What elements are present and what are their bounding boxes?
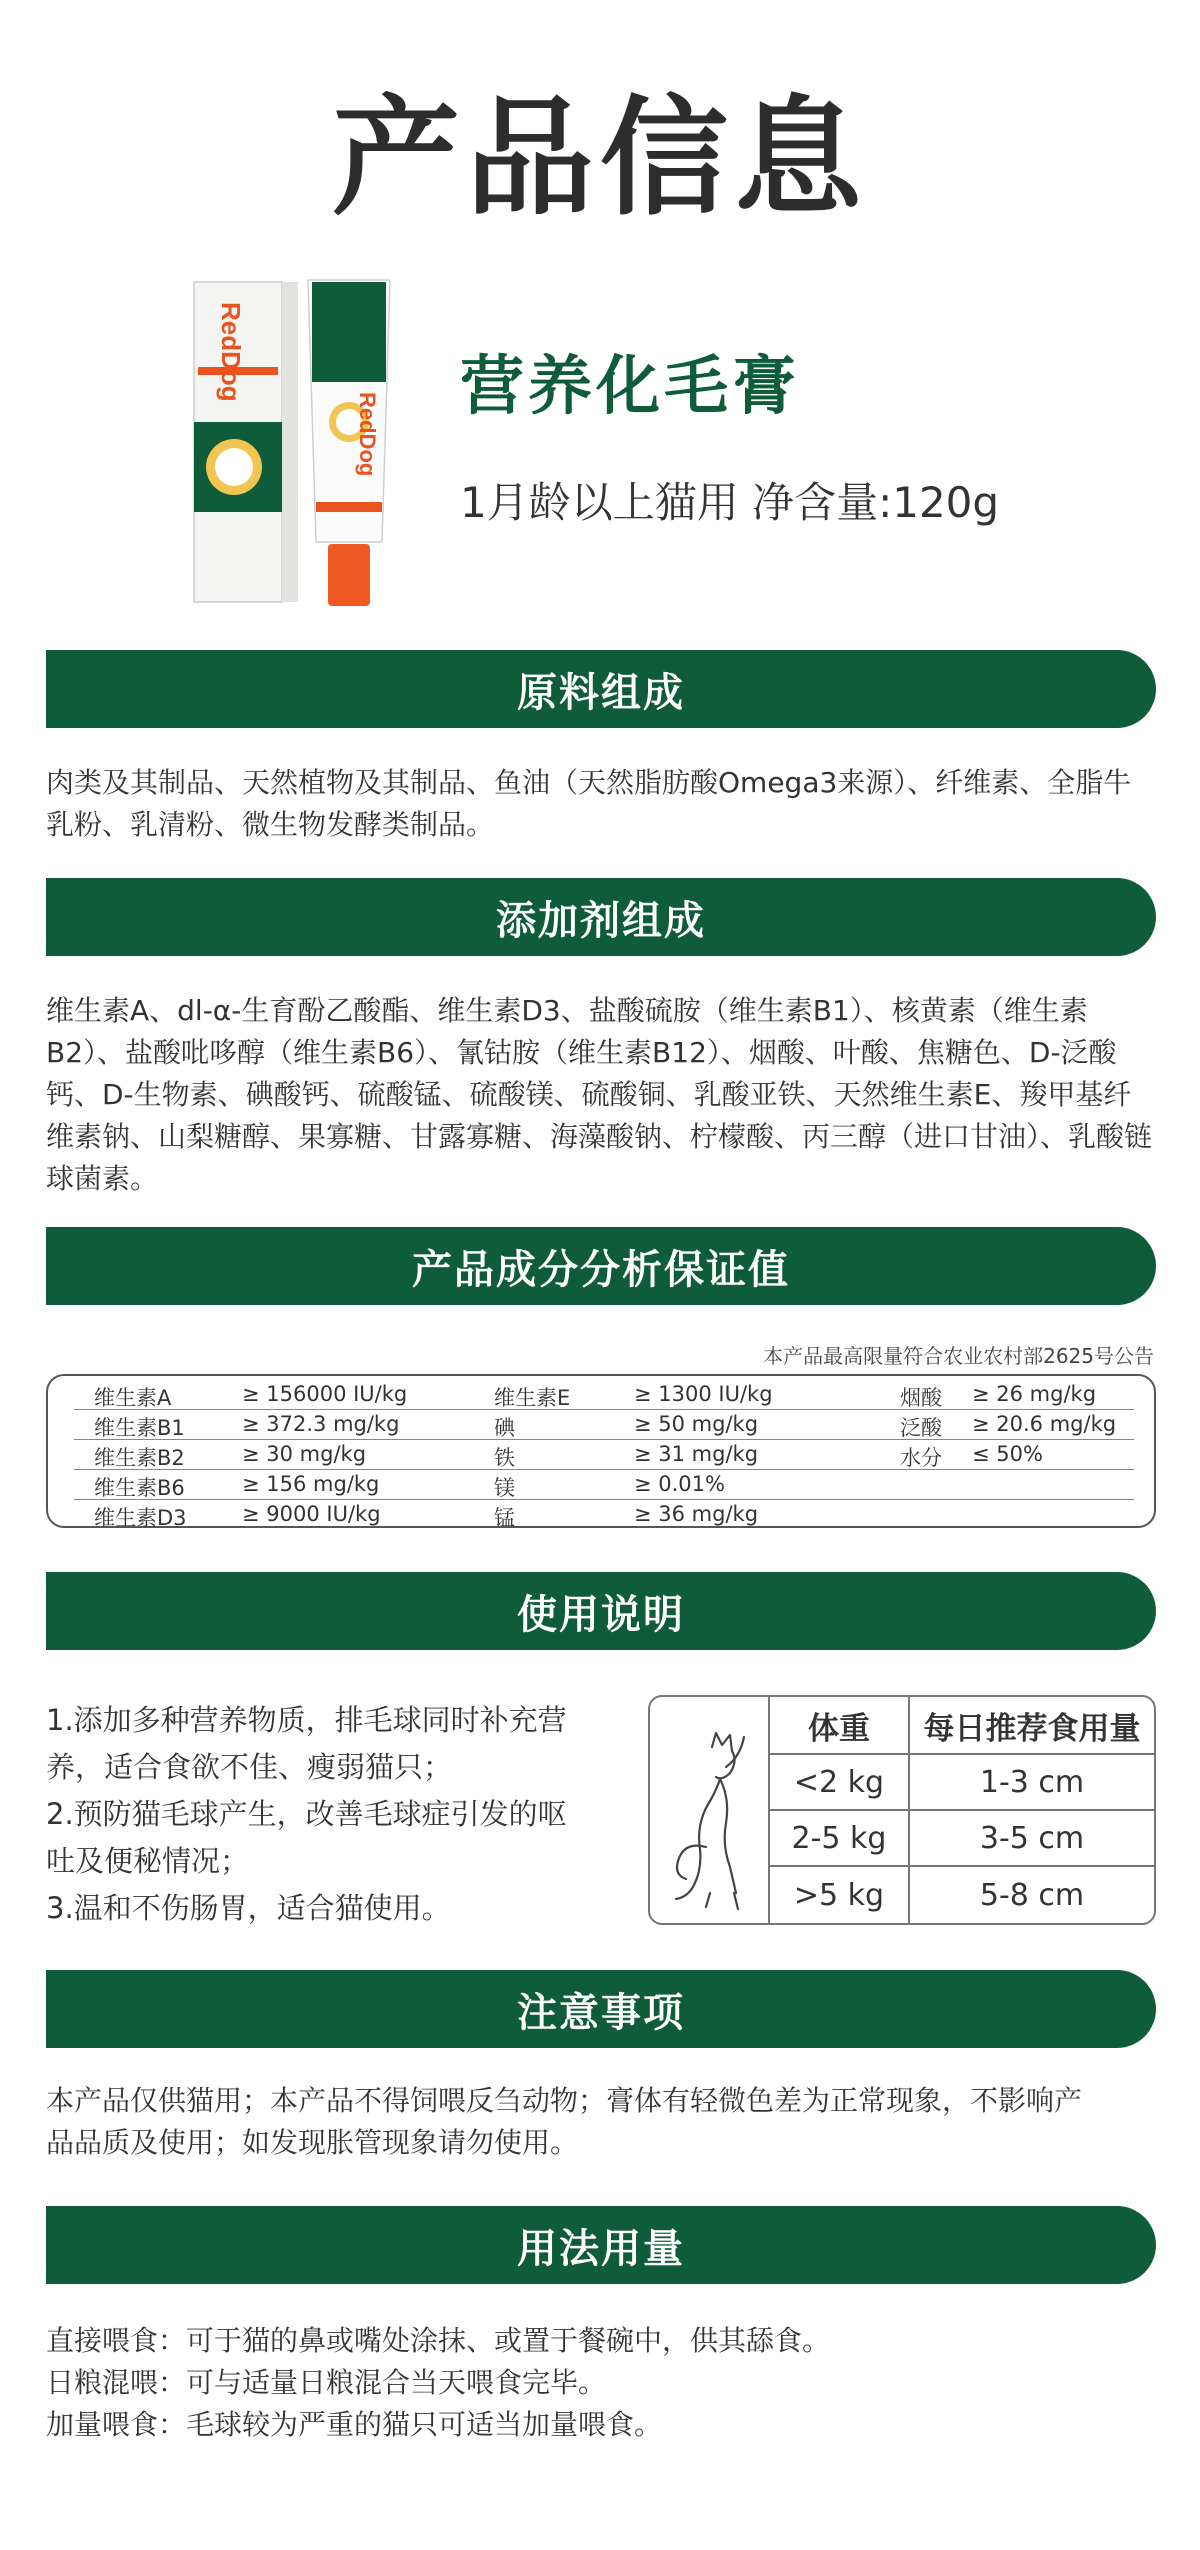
nutrient-value: ≥ 36 mg/kg [634, 1502, 759, 1526]
nutrient-name: 烟酸 [900, 1386, 942, 1410]
nutrient-value: ≥ 30 mg/kg [242, 1442, 367, 1466]
section-header-additives: 添加剂组成 [46, 878, 1156, 956]
dose-weight: >5 kg [770, 1867, 910, 1923]
header-weight: 体重 [770, 1697, 910, 1753]
dose-table [770, 1697, 1154, 1923]
nutrient-name: 维生素E [494, 1386, 571, 1410]
section-header-analysis: 产品成分分析保证值 [46, 1227, 1156, 1305]
usage-line: 养，适合食欲不佳、瘦弱猫只； [46, 1750, 453, 1784]
nutrient-name: 维生素A [94, 1386, 172, 1410]
section-header-dosage: 用法用量 [46, 2206, 1156, 2284]
section-header-cautions: 注意事项 [46, 1970, 1156, 2048]
nutrient-value: ≥ 0.01% [634, 1472, 725, 1496]
nutrient-name: 水分 [900, 1446, 942, 1470]
usage-instructions [46, 1697, 606, 1932]
product-name: 营养化毛膏 [460, 350, 800, 424]
nutrient-name: 铁 [494, 1446, 515, 1470]
nutrient-name: 泛酸 [900, 1416, 942, 1440]
nutrient-name: 碘 [494, 1416, 515, 1440]
nutrient-value: ≤ 50% [972, 1442, 1043, 1466]
dose-row [770, 1755, 1154, 1811]
dose-row [770, 1811, 1154, 1867]
dose-row [770, 1867, 1154, 1923]
cat-icon [676, 1733, 744, 1909]
nutrient-value: ≥ 156 mg/kg [242, 1472, 380, 1496]
section-header-usage: 使用说明 [46, 1572, 1156, 1650]
nutrient-value: ≥ 20.6 mg/kg [972, 1412, 1117, 1436]
cat-illustration [650, 1697, 770, 1923]
dose-table-header [770, 1697, 1154, 1755]
dose-amount: 3-5 cm [979, 1820, 1085, 1856]
product-image [192, 272, 392, 612]
regulation-notice: 本产品最高限量符合农业农村部2625号公告 [763, 1344, 1154, 1368]
dose-weight: 2-5 kg [770, 1811, 910, 1865]
analysis-table [46, 1374, 1156, 1528]
box-brand-text: RedDog [216, 302, 246, 402]
page-title: 产品信息 [331, 84, 868, 233]
nutrient-value: ≥ 26 mg/kg [972, 1382, 1097, 1406]
dose-weight: <2 kg [770, 1755, 910, 1809]
tube-brand-text: RedDog [355, 392, 380, 477]
dose-amount: 5-8 cm [979, 1877, 1085, 1913]
nutrient-name: 镁 [494, 1476, 515, 1500]
nutrient-value: ≥ 372.3 mg/kg [242, 1412, 400, 1436]
usage-line: 3.温和不伤肠胃，适合猫使用。 [46, 1891, 451, 1925]
ingredients-text: 肉类及其制品、天然植物及其制品、鱼油（天然脂肪酸Omega3来源）、纤维素、全脂牛乳粉、乳清粉、微生物发酵类制品。 [46, 766, 1132, 841]
additives-text: 维生素A、dl-α-生育酚乙酸酯、维生素D3、盐酸硫胺（维生素B1）、核黄素（维生素B2）、盐酸吡哆醇（维生素B6）、氰钴胺（维生素B12）、烟酸、叶酸、焦糖色、D-泛酸钙、D-生物素、碘酸钙、硫酸锰、硫酸镁、硫酸铜、乳酸亚铁、天然维生素E、羧甲基纤维素钠、山梨糖醇、果寡糖、甘露寡糖、海藻酸钠、柠檬酸、丙三醇（进口甘油）、乳酸链球菌素。 [46, 994, 1153, 1195]
analysis-row [74, 1470, 1134, 1500]
nutrient-value: ≥ 1300 IU/kg [634, 1382, 773, 1406]
header-daily-amount: 每日推荐食用量 [923, 1710, 1141, 1747]
analysis-row [74, 1410, 1134, 1440]
nutrient-value: ≥ 156000 IU/kg [242, 1382, 408, 1406]
nutrient-name: 维生素D3 [94, 1506, 187, 1530]
dosage-line: 加量喂食：毛球较为严重的猫只可适当加量喂食。 [46, 2408, 663, 2441]
section-header-ingredients: 原料组成 [46, 650, 1156, 728]
nutrient-name: 锰 [494, 1506, 515, 1530]
nutrient-value: ≥ 31 mg/kg [634, 1442, 759, 1466]
usage-line: 吐及便秘情况； [46, 1844, 250, 1878]
product-subtitle: 1月龄以上猫用 净含量:120g [460, 478, 1000, 527]
dosage-line: 日粮混喂：可与适量日粮混合当天喂食完毕。 [46, 2366, 607, 2399]
analysis-row [74, 1500, 1134, 1530]
usage-line: 1.添加多种营养物质，排毛球同时补充营 [46, 1703, 567, 1737]
nutrient-value: ≥ 9000 IU/kg [242, 1502, 381, 1526]
nutrient-value: ≥ 50 mg/kg [634, 1412, 759, 1436]
usage-line: 2.预防猫毛球产生，改善毛球症引发的呕 [46, 1797, 567, 1831]
analysis-row [74, 1440, 1134, 1470]
dosage-line: 直接喂食：可于猫的鼻或嘴处涂抹、或置于餐碗中，供其舔食。 [46, 2324, 831, 2357]
analysis-row [74, 1380, 1134, 1410]
cautions-text: 本产品仅供猫用；本产品不得饲喂反刍动物；膏体有轻微色差为正常现象，不影响产品品质及使用；如发现胀管现象请勿使用。 [46, 2084, 1083, 2159]
dosage-text [46, 2320, 1156, 2446]
dose-table-panel [648, 1695, 1156, 1925]
dose-amount: 1-3 cm [979, 1764, 1085, 1800]
nutrient-name: 维生素B1 [94, 1416, 185, 1440]
nutrient-name: 维生素B6 [94, 1476, 185, 1500]
nutrient-name: 维生素B2 [94, 1446, 185, 1470]
